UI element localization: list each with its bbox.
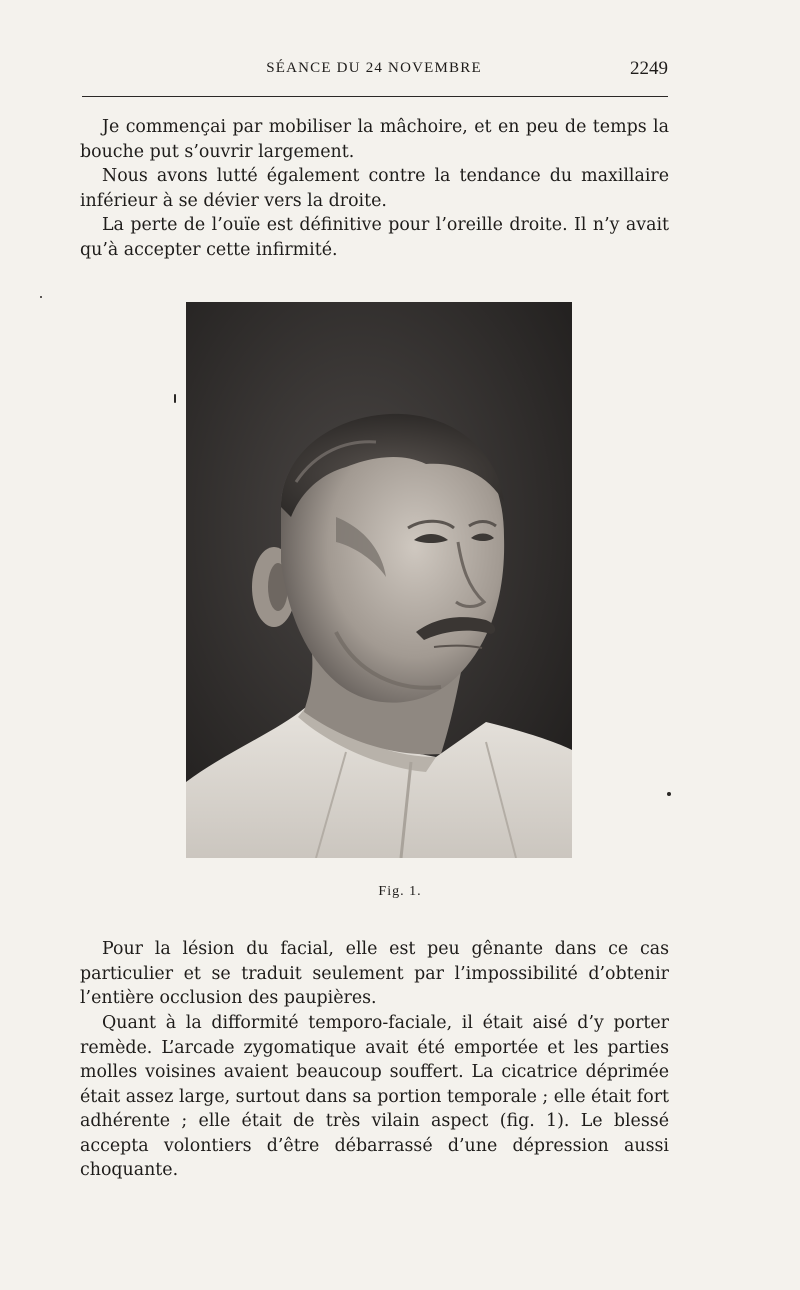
page-header bbox=[80, 58, 668, 84]
paragraph-facial-lesion: Pour la lésion du facial, elle est peu gênante dans ce cas particulier et se traduit seulement par l’impossibilité d’obtenir l’entière occlusion des paupières. bbox=[80, 939, 669, 1008]
paragraph-jaw-mobilisation: Je commençai par mobiliser la mâchoire, et en peu de temps la bouche put s’ouvrir largement. bbox=[80, 117, 669, 162]
paragraph-temporo-facial-deformity: Quant à la difformité temporo-faciale, il était aisé d’y porter remède. L’arcade zygomatique avait été emportée et les parties molles voisines avaient beaucoup souffert. La cicatrice déprimée était assez large, surtout dans sa portion temporale ; elle était fort adhérente ; elle était de très vilain aspect (fig. 1). Le blessé accepta volontiers d’être débarrassé d’une dépression aussi choquante. bbox=[80, 1013, 669, 1180]
paragraph-hearing-loss: La perte de l’ouïe est définitive pour l’oreille droite. Il n’y avait qu’à accepter cette infirmité. bbox=[80, 215, 669, 260]
patient-photograph bbox=[186, 302, 572, 858]
print-speck bbox=[667, 792, 671, 796]
header-rule bbox=[82, 96, 668, 97]
figure-caption: Fig. 1. bbox=[378, 884, 422, 899]
paragraph-maxillary-deviation: Nous avons lutté également contre la tendance du maxillaire inférieur à se dévier vers la droite. bbox=[80, 166, 669, 211]
page-number: 2249 bbox=[630, 58, 668, 79]
running-head: SÉANCE DU 24 NOVEMBRE bbox=[266, 60, 482, 76]
print-speck bbox=[174, 394, 176, 403]
patient-photograph-image bbox=[186, 302, 572, 858]
print-speck bbox=[40, 296, 42, 298]
